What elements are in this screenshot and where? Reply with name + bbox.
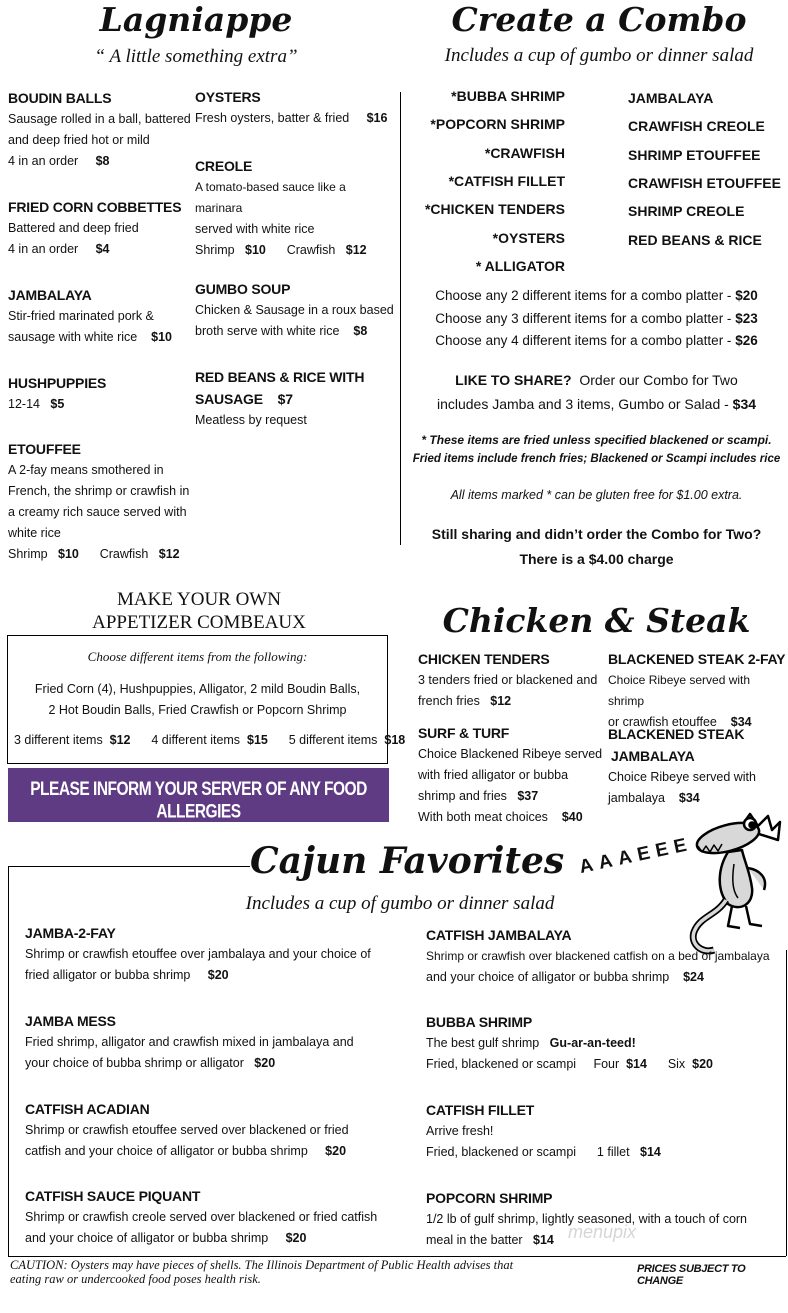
item-desc-row <box>426 1142 784 1163</box>
lagniappe-item-hushpuppies <box>8 372 194 415</box>
item-desc: 3 tenders fried or blackened and <box>418 673 598 687</box>
item-desc: broth serve with white rice <box>195 324 340 338</box>
item-desc: The best gulf shrimp <box>426 1036 540 1050</box>
item-price: $24 <box>683 970 704 984</box>
combo-item: SHRIMP ETOUFFEE <box>628 147 761 163</box>
combo-item: *CATFISH FILLET <box>448 173 565 189</box>
item-price: $14 <box>640 1145 661 1159</box>
combo-notes <box>405 431 788 469</box>
item-option: Crawfish <box>286 243 336 257</box>
combo-platters <box>405 285 788 353</box>
chicken-item-steak-2fay <box>608 648 788 733</box>
item-desc: catfish and your choice of alligator or bubba shrimp <box>25 1144 308 1158</box>
combeaux-prices <box>14 733 406 747</box>
item-desc-row <box>195 321 395 342</box>
allergy-banner-text: PLEASE INFORM YOUR SERVER OF ANY FOOD ALLERGIES <box>30 778 367 823</box>
item-desc-row <box>8 327 194 348</box>
item-desc: and your choice of alligator or bubba shrimp <box>426 970 670 984</box>
combo-item: * ALLIGATOR <box>475 258 565 274</box>
item-desc: jambalaya <box>608 791 665 805</box>
item-price: $7 <box>277 391 293 407</box>
combeaux-items-line: Fried Corn (4), Hushpuppies, Alligator, 2 mild Boudin Balls, <box>34 682 361 696</box>
item-desc-row <box>25 1053 415 1074</box>
item-desc-row <box>426 967 784 988</box>
item-name: JAMBA-2-FAY <box>25 925 116 941</box>
item-desc: Battered and deep fried <box>8 221 139 235</box>
item-option: Four <box>593 1057 620 1071</box>
item-desc: Meatless by request <box>195 413 307 427</box>
item-desc: your choice of bubba shrimp or alligator <box>25 1056 244 1070</box>
item-price: $20 <box>207 968 229 982</box>
item-price: $12 <box>345 243 367 257</box>
combo-item: *BUBBA SHRIMP <box>451 88 565 104</box>
item-desc-row <box>25 965 415 986</box>
item-desc: Shrimp or crawfish etouffee served over blackened or fried <box>25 1123 349 1137</box>
item-desc-row <box>426 1054 784 1075</box>
combeaux-price-label: 4 different items <box>151 733 241 747</box>
item-desc: and your choice of alligator or bubba shrimp <box>25 1231 269 1245</box>
caution-line: CAUTION: Oysters may have pieces of shells. The Illinois Department of Public Health advises that <box>10 1258 514 1272</box>
lagniappe-item-oysters <box>195 86 395 129</box>
item-name: CATFISH JAMBALAYA <box>426 927 572 943</box>
cajun-shout: AAAEEE <box>577 833 695 879</box>
item-desc: meal in the batter <box>426 1233 523 1247</box>
item-desc-row <box>195 240 395 261</box>
chicken-item-tenders <box>418 648 606 712</box>
lagniappe-title: Lagniappe <box>99 0 293 39</box>
item-desc: white rice <box>8 526 61 540</box>
item-name: HUSHPUPPIES <box>8 375 107 391</box>
item-desc: French, the shrimp or crawfish in <box>8 484 190 498</box>
combo-share-line <box>405 368 788 392</box>
combeaux-items-line: 2 Hot Boudin Balls, Fried Crawfish or Popcorn Shrimp <box>48 703 347 717</box>
item-name: CHICKEN TENDERS <box>418 651 550 667</box>
still-line: Still sharing and didn’t order the Combo for Two? <box>431 526 762 542</box>
item-desc: fried alligator or bubba shrimp <box>25 968 191 982</box>
combo-item: RED BEANS & RICE <box>628 232 762 248</box>
combo-platter-line <box>405 330 788 353</box>
item-name: CATFISH SAUCE PIQUANT <box>25 1188 201 1204</box>
item-desc: served with white rice <box>195 222 315 236</box>
item-price: $10 <box>58 547 79 561</box>
item-name: SAUSAGE <box>195 391 263 407</box>
item-price: $20 <box>285 1231 307 1245</box>
item-name: FRIED CORN COBBETTES <box>8 199 182 215</box>
item-desc: and deep fried hot or mild <box>8 133 150 147</box>
item-desc: Fried shrimp, alligator and crawfish mixed in jambalaya and <box>25 1035 354 1049</box>
chicken-title: Chicken & Steak <box>442 601 751 640</box>
item-desc: A tomato-based sauce like a marinara <box>195 180 346 215</box>
lagniappe-item-fried-corn <box>8 196 194 260</box>
item-desc: 1/2 lb of gulf shrimp, lightly seasoned, with a touch of corn <box>426 1212 748 1226</box>
combo-subtitle: Includes a cup of gumbo or dinner salad <box>444 45 754 66</box>
item-price: $37 <box>517 789 539 803</box>
cajun-item-catfish-jambalaya <box>426 924 784 988</box>
combo-item: JAMBALAYA <box>628 90 714 106</box>
cajun-border-right <box>786 950 787 1256</box>
item-option: Shrimp <box>8 547 48 561</box>
item-desc-row <box>418 786 606 807</box>
item-price: $20 <box>325 1144 347 1158</box>
item-desc: A 2-fay means smothered in <box>8 463 164 477</box>
item-desc: Arrive fresh! <box>426 1124 494 1138</box>
platter-price: $23 <box>735 310 758 326</box>
prices-note: PRICES SUBJECT TO CHANGE <box>637 1263 746 1287</box>
combo-item: SHRIMP CREOLE <box>628 203 745 219</box>
combo-share <box>405 368 788 416</box>
item-price: $20 <box>692 1057 713 1071</box>
item-price: $8 <box>353 324 368 338</box>
caution-line: eating raw or undercooked food poses health risk. <box>10 1272 261 1286</box>
combo-item: CRAWFISH CREOLE <box>628 118 765 134</box>
combeaux-intro: Choose different items from the following: <box>87 649 308 664</box>
platter-text: Choose any 3 different items for a combo platter - <box>435 310 736 326</box>
combeaux-title-2: APPETIZER COMBEAUX <box>92 612 306 633</box>
item-price: $8 <box>95 154 110 168</box>
item-desc: Chicken & Sausage in a roux based <box>195 303 394 317</box>
still-line: There is a $4.00 charge <box>519 551 674 567</box>
lagniappe-subtitle: “ A little something extra” <box>94 46 298 67</box>
item-desc-row <box>426 1033 784 1054</box>
chicken-item-steak-jambalaya <box>608 723 788 809</box>
item-desc: Choice Ribeye served with shrimp <box>608 673 751 708</box>
share-label: LIKE TO SHARE? <box>455 372 572 388</box>
item-name: CATFISH FILLET <box>426 1102 535 1118</box>
item-name: JAMBA MESS <box>25 1013 116 1029</box>
item-option: Shrimp <box>195 243 235 257</box>
lagniappe-item-etouffee <box>8 438 194 565</box>
item-price: $34 <box>678 791 700 805</box>
item-desc-row <box>8 544 194 565</box>
item-option: Crawfish <box>99 547 149 561</box>
cajun-border-bottom <box>8 1256 786 1257</box>
lagniappe-item-creole <box>195 155 395 261</box>
item-desc: Sausage rolled in a ball, battered <box>8 112 191 126</box>
cajun-title: Cajun Favorites <box>250 840 565 882</box>
combeaux-price-label: 5 different items <box>288 733 378 747</box>
cajun-border-left <box>8 866 9 1256</box>
share-text: Order our Combo for Two <box>579 372 738 388</box>
item-price: $40 <box>561 810 583 824</box>
combo-platter-line <box>405 285 788 308</box>
item-name: RED BEANS & RICE WITH <box>195 369 365 385</box>
item-desc: Fried, blackened or scampi <box>426 1145 577 1159</box>
item-desc-row <box>608 788 788 809</box>
item-desc: Fried, blackened or scampi <box>426 1057 577 1071</box>
item-desc: Stir-fried marinated pork & <box>8 309 154 323</box>
item-name: BOUDIN BALLS <box>8 90 112 106</box>
item-desc: 4 in an order <box>8 242 79 256</box>
item-option: Six <box>667 1057 686 1071</box>
item-desc: Choice Blackened Ribeye served <box>418 747 603 761</box>
item-desc: With both meat choices <box>418 810 548 824</box>
cajun-item-catfish-piquant <box>25 1185 415 1249</box>
combo-item: *OYSTERS <box>492 230 565 246</box>
item-desc: Shrimp or crawfish over blackened catfish on a bed of jambalaya <box>426 949 770 963</box>
item-desc-row <box>418 807 606 828</box>
item-desc: Shrimp or crawfish creole served over blackened or fried catfish <box>25 1210 378 1224</box>
item-name: SURF & TURF <box>418 725 510 741</box>
item-price: $14 <box>626 1057 647 1071</box>
item-name: CREOLE <box>195 158 253 174</box>
item-name: JAMBALAYA <box>8 287 92 303</box>
item-name: BLACKENED STEAK <box>608 726 745 742</box>
cajun-subtitle: Includes a cup of gumbo or dinner salad <box>245 893 555 914</box>
item-desc: 4 in an order <box>8 154 79 168</box>
item-name-row <box>195 388 395 410</box>
item-desc-row <box>195 108 395 129</box>
combo-share-line <box>405 392 788 416</box>
item-desc-row <box>418 691 606 712</box>
item-price: $34 <box>730 715 752 729</box>
combo-still-sharing <box>405 522 788 572</box>
lagniappe-item-gumbo-soup <box>195 278 395 342</box>
combo-title: Create a Combo <box>451 0 747 39</box>
cajun-border-top-left <box>8 866 250 867</box>
item-price: $12 <box>490 694 512 708</box>
item-desc-row <box>8 151 194 172</box>
combo-item: *CRAWFISH <box>484 145 565 161</box>
item-desc: sausage with white rice <box>8 330 138 344</box>
item-desc: Fresh oysters, batter & fried <box>195 111 350 125</box>
item-price: $14 <box>533 1233 554 1247</box>
lagniappe-item-boudin-balls <box>8 87 194 172</box>
cajun-item-catfish-acadian <box>25 1098 415 1162</box>
platter-price: $20 <box>735 288 758 303</box>
combo-platter-line <box>405 308 788 331</box>
combo-divider-left <box>400 92 401 545</box>
item-name: CATFISH ACADIAN <box>25 1101 150 1117</box>
item-price: $10 <box>245 243 266 257</box>
item-desc-row <box>8 394 194 415</box>
watermark: menupix <box>568 1222 637 1242</box>
cajun-item-jamba-2-fay <box>25 922 415 986</box>
combo-item: *POPCORN SHRIMP <box>430 116 565 132</box>
item-desc-row <box>25 1141 415 1162</box>
combeaux-price: $12 <box>109 733 131 747</box>
item-desc: with fried alligator or bubba <box>418 768 569 782</box>
item-name: JAMBALAYA <box>611 748 695 764</box>
combeaux-price: $15 <box>247 733 268 747</box>
combo-item: *CHICKEN TENDERS <box>424 201 565 217</box>
lagniappe-item-jambalaya <box>8 284 194 348</box>
combo-item: CRAWFISH ETOUFFEE <box>628 175 781 191</box>
item-name: POPCORN SHRIMP <box>426 1190 553 1206</box>
item-price: $10 <box>151 330 172 344</box>
combeaux-price-label: 3 different items <box>14 733 103 747</box>
item-name: OYSTERS <box>195 89 261 105</box>
item-desc: a creamy rich sauce served with <box>8 505 187 519</box>
item-option: 1 fillet <box>596 1145 630 1159</box>
item-desc: Shrimp or crawfish etouffee over jambalaya and your choice of <box>25 947 371 961</box>
combeaux-title-1: MAKE YOUR OWN <box>117 589 281 610</box>
allergy-banner <box>8 768 389 822</box>
platter-text: Choose any 4 different items for a combo platter - <box>435 333 736 348</box>
item-price: $12 <box>158 547 180 561</box>
share-price: $34 <box>732 396 757 412</box>
item-desc-row <box>8 239 194 260</box>
combeaux-box <box>7 635 406 764</box>
platter-text: Choose any 2 different items for a combo platter - <box>435 288 736 303</box>
item-price: $20 <box>254 1056 276 1070</box>
caution-note <box>10 1258 610 1286</box>
item-desc: french fries <box>418 694 480 708</box>
item-desc: Choice Ribeye served with <box>608 770 756 784</box>
lagniappe-item-red-beans <box>195 366 395 431</box>
combo-note: Fried items include french fries; Blackened or Scampi includes rice <box>412 453 781 465</box>
item-price: $16 <box>366 111 388 125</box>
item-name: BLACKENED STEAK 2-FAY <box>608 651 786 667</box>
cajun-item-catfish-fillet <box>426 1099 784 1163</box>
item-desc: shrimp and fries <box>418 789 507 803</box>
combeaux-price: $18 <box>384 733 406 747</box>
item-name: GUMBO SOUP <box>195 281 291 297</box>
share-text: includes Jamba and 3 items, Gumbo or Salad - <box>436 396 733 412</box>
combo-gluten-note: All items marked * can be gluten free for $1.00 extra. <box>450 488 743 502</box>
cajun-item-jamba-mess <box>25 1010 415 1074</box>
item-desc: 12-14 <box>8 397 40 411</box>
item-name: BUBBA SHRIMP <box>426 1014 532 1030</box>
item-desc: or crawfish etouffee <box>608 715 717 729</box>
item-price: $5 <box>50 397 65 411</box>
combeaux-items <box>8 679 387 721</box>
combo-sauce-items <box>628 84 788 264</box>
item-tagline: Gu-ar-an-teed! <box>549 1036 636 1050</box>
item-name: ETOUFFEE <box>8 441 81 457</box>
platter-price: $26 <box>735 333 758 348</box>
item-price: $4 <box>95 242 110 256</box>
combo-fried-items <box>410 82 565 282</box>
cajun-item-bubba-shrimp <box>426 1011 784 1075</box>
item-desc-row <box>25 1228 415 1249</box>
chicken-item-surf-turf <box>418 722 606 828</box>
combo-note: * These items are fried unless specified blackened or scampi. <box>421 433 772 447</box>
